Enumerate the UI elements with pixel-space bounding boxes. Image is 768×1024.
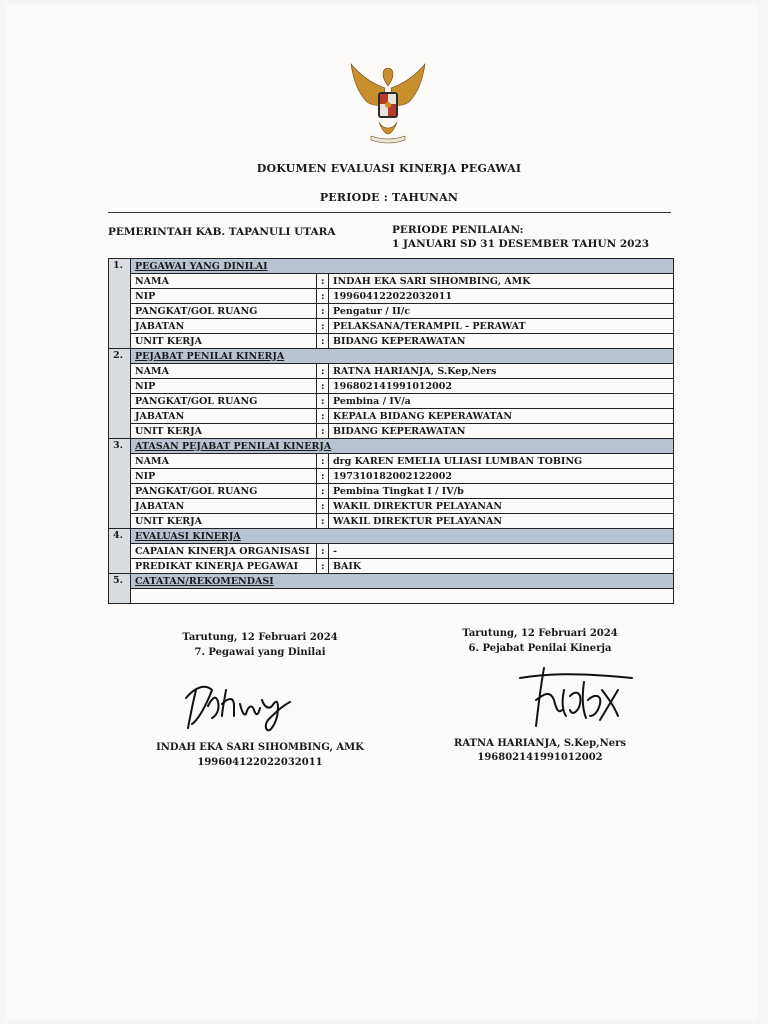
row-value: Pengatur / II/c <box>329 304 674 319</box>
section-number: 4. <box>109 529 131 574</box>
assessment-period-label: PERIODE PENILAIAN: <box>392 224 524 236</box>
header-divider <box>108 212 671 213</box>
section-title: PEJABAT PENILAI KINERJA <box>131 349 674 364</box>
row-value: - <box>329 544 674 559</box>
table-row <box>109 364 674 379</box>
row-value: drg KAREN EMELIA ULIASI LUMBAN TOBING <box>329 454 674 469</box>
section-number: 2. <box>109 349 131 439</box>
row-label: CAPAIAN KINERJA ORGANISASI <box>131 544 317 559</box>
row-colon: : <box>317 274 329 289</box>
table-row <box>109 559 674 574</box>
row-label: NAMA <box>131 454 317 469</box>
section-header <box>109 439 674 454</box>
table-row <box>109 409 674 424</box>
evaluation-table <box>108 258 674 604</box>
section-header <box>109 529 674 544</box>
row-colon: : <box>317 394 329 409</box>
row-label: UNIT KERJA <box>131 334 317 349</box>
table-row <box>109 484 674 499</box>
right-signer-name: RATNA HARIANJA, S.Kep,Ners <box>454 738 626 749</box>
right-signature-role: 6. Pejabat Penilai Kinerja <box>468 643 612 654</box>
row-colon: : <box>317 544 329 559</box>
row-colon: : <box>317 289 329 304</box>
row-colon: : <box>317 469 329 484</box>
row-value: BIDANG KEPERAWATAN <box>329 334 674 349</box>
row-label: PANGKAT/GOL RUANG <box>131 304 317 319</box>
row-value: INDAH EKA SARI SIHOMBING, AMK <box>329 274 674 289</box>
section-number: 5. <box>109 574 131 604</box>
table-row <box>109 514 674 529</box>
row-label: JABATAN <box>131 409 317 424</box>
row-label: PANGKAT/GOL RUANG <box>131 484 317 499</box>
row-value: PELAKSANA/TERAMPIL - PERAWAT <box>329 319 674 334</box>
table-row <box>109 289 674 304</box>
left-signer-nip: 199604122022032011 <box>197 757 323 768</box>
notes-cell <box>131 589 674 604</box>
section-header <box>109 574 674 589</box>
row-label: NAMA <box>131 364 317 379</box>
notes-row <box>109 589 674 604</box>
table-row <box>109 394 674 409</box>
table-row <box>109 544 674 559</box>
row-colon: : <box>317 334 329 349</box>
row-label: UNIT KERJA <box>131 424 317 439</box>
row-label: UNIT KERJA <box>131 514 317 529</box>
table-row <box>109 304 674 319</box>
row-value: Pembina Tingkat I / IV/b <box>329 484 674 499</box>
table-row <box>109 334 674 349</box>
row-label: NAMA <box>131 274 317 289</box>
left-signature-role: 7. Pegawai yang Dinilai <box>194 647 326 658</box>
left-signature-date: Tarutung, 12 Februari 2024 <box>182 632 338 643</box>
row-colon: : <box>317 379 329 394</box>
row-value: 199604122022032011 <box>329 289 674 304</box>
row-label: PANGKAT/GOL RUANG <box>131 394 317 409</box>
row-colon: : <box>317 364 329 379</box>
row-colon: : <box>317 319 329 334</box>
row-colon: : <box>317 409 329 424</box>
row-label: PREDIKAT KINERJA PEGAWAI <box>131 559 317 574</box>
row-colon: : <box>317 559 329 574</box>
left-signer-name: INDAH EKA SARI SIHOMBING, AMK <box>156 742 364 753</box>
row-label: NIP <box>131 379 317 394</box>
row-colon: : <box>317 499 329 514</box>
agency-name: PEMERINTAH KAB. TAPANULI UTARA <box>108 226 336 238</box>
row-label: JABATAN <box>131 499 317 514</box>
document-title: DOKUMEN EVALUASI KINERJA PEGAWAI <box>256 162 522 175</box>
row-label: NIP <box>131 289 317 304</box>
section-title: CATATAN/REKOMENDASI <box>131 574 674 589</box>
row-value: RATNA HARIANJA, S.Kep,Ners <box>329 364 674 379</box>
section-number: 3. <box>109 439 131 529</box>
table-row <box>109 379 674 394</box>
row-colon: : <box>317 304 329 319</box>
section-header <box>109 349 674 364</box>
row-colon: : <box>317 484 329 499</box>
right-signer-nip: 196802141991012002 <box>477 752 603 763</box>
right-signature-date: Tarutung, 12 Februari 2024 <box>462 628 618 639</box>
assessment-period-value: 1 JANUARI SD 31 DESEMBER TAHUN 2023 <box>392 238 650 250</box>
table-row <box>109 274 674 289</box>
row-value: BAIK <box>329 559 674 574</box>
garuda-emblem-icon <box>343 58 433 148</box>
row-value: Pembina / IV/a <box>329 394 674 409</box>
row-colon: : <box>317 454 329 469</box>
row-value: BIDANG KEPERAWATAN <box>329 424 674 439</box>
row-label: NIP <box>131 469 317 484</box>
row-value: 197310182002122002 <box>329 469 674 484</box>
row-value: KEPALA BIDANG KEPERAWATAN <box>329 409 674 424</box>
row-label: JABATAN <box>131 319 317 334</box>
table-row <box>109 319 674 334</box>
row-colon: : <box>317 424 329 439</box>
table-row <box>109 469 674 484</box>
right-handwritten-signature <box>514 660 636 732</box>
section-number: 1. <box>109 259 131 349</box>
left-handwritten-signature <box>182 676 304 734</box>
row-colon: : <box>317 514 329 529</box>
table-row <box>109 424 674 439</box>
section-title: EVALUASI KINERJA <box>131 529 674 544</box>
row-value: WAKIL DIREKTUR PELAYANAN <box>329 514 674 529</box>
table-row <box>109 454 674 469</box>
table-row <box>109 499 674 514</box>
section-title: ATASAN PEJABAT PENILAI KINERJA <box>131 439 674 454</box>
section-header <box>109 259 674 274</box>
section-title: PEGAWAI YANG DINILAI <box>131 259 674 274</box>
row-value: 196802141991012002 <box>329 379 674 394</box>
row-value: WAKIL DIREKTUR PELAYANAN <box>329 499 674 514</box>
period-type: PERIODE : TAHUNAN <box>319 191 459 204</box>
